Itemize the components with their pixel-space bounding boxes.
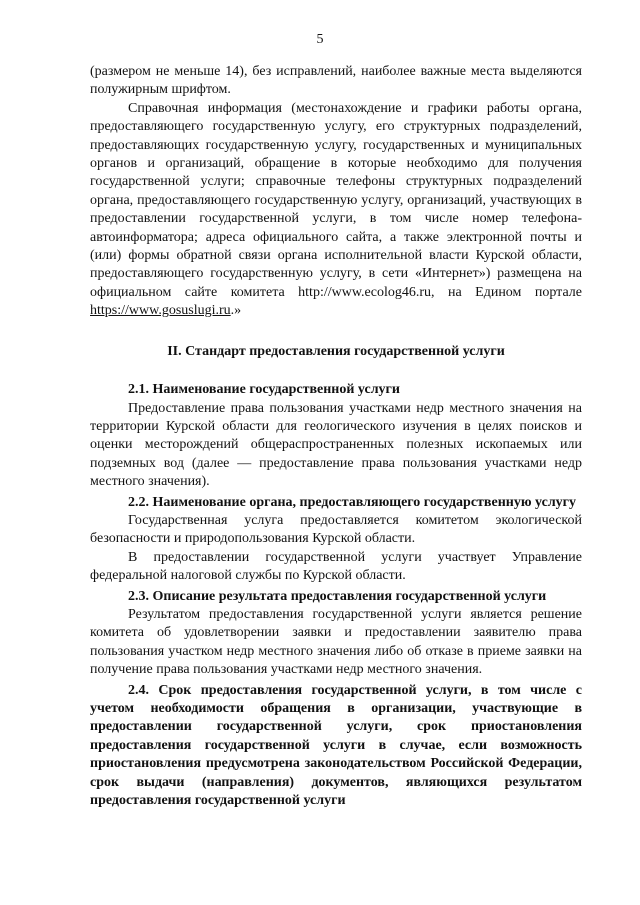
heading-2-3: 2.3. Описание результата предоставления государственной услуги xyxy=(128,588,547,604)
text-2-3: Результатом предоставления государственной услуги является решение комитета об удовлетворении заявки и предоставлении заявителю права пользования участком недр местного значения либо об отказе в приеме заявки на получение права пользования участками недр местного значения. xyxy=(90,606,582,678)
paragraph-font-size-note: (размером не меньше 14), без исправлений, наиболее важные места выделяются полужирным шрифтом. xyxy=(90,64,582,98)
gosuslugi-link[interactable]: https://www.gosuslugi.ru xyxy=(90,303,231,319)
reference-info-text: Справочная информация (местонахождение и графики работы органа, предоставляющего государственную услугу, его структурных подразделений, предоставляющих государственную услугу, государственных и муниципальных органов и организаций, обращение в которые необходимо для получения государственной услуги; справочные телефоны структурных подразделений органа, предоставляющего государственную услугу, организаций, участвующих в предоставлении государственной услуги, в том числе номер телефона-автоинформатора; адреса официального сайта, а также электронной почты и (или) формы обратной связи органа исполнительной власти Курской области, предоставляющего государственную услугу, в сети «Интернет») размещена на официальном сайте комитета http://www.ecolog46.ru, на Едином портале xyxy=(90,100,582,300)
text-2-1: Предоставление права пользования участками недр местного значения на территории Курской области для геологического изучения в целях поисков и оценки месторождений общераспространенных полезных ископаемых или подземных вод (далее — предоставление права пользования участками недр местного значения). xyxy=(90,400,582,490)
document-body xyxy=(90,63,582,810)
heading-2-4: 2.4. Срок предоставления государственной услуги, в том числе с учетом необходимости обращения в организации, участвующие в предоставлении государственной услуги, срок приостановления предоставления государственной услуги в случае, если возможность приостановления предусмотрена законодательством Российской Федерации, срок выдачи (направления) документов, являющихся результатом предоставления государственной услуги xyxy=(90,682,582,809)
page-number: 5 xyxy=(316,32,324,47)
text-2-2-b: В предоставлении государственной услуги участвует Управление федеральной налоговой службы по Курской области. xyxy=(90,549,582,584)
section-title: II. Стандарт предоставления государственной услуги xyxy=(167,343,505,359)
reference-info-end: .» xyxy=(230,303,242,319)
heading-2-1: 2.1. Наименование государственной услуги xyxy=(128,382,400,398)
paragraph-reference-info xyxy=(90,100,582,321)
heading-2-2: 2.2. Наименование органа, предоставляющего государственную услугу xyxy=(128,494,577,510)
text-2-2-a: Государственная услуга предоставляется комитетом экологической безопасности и природопользования Курской области. xyxy=(90,512,582,547)
